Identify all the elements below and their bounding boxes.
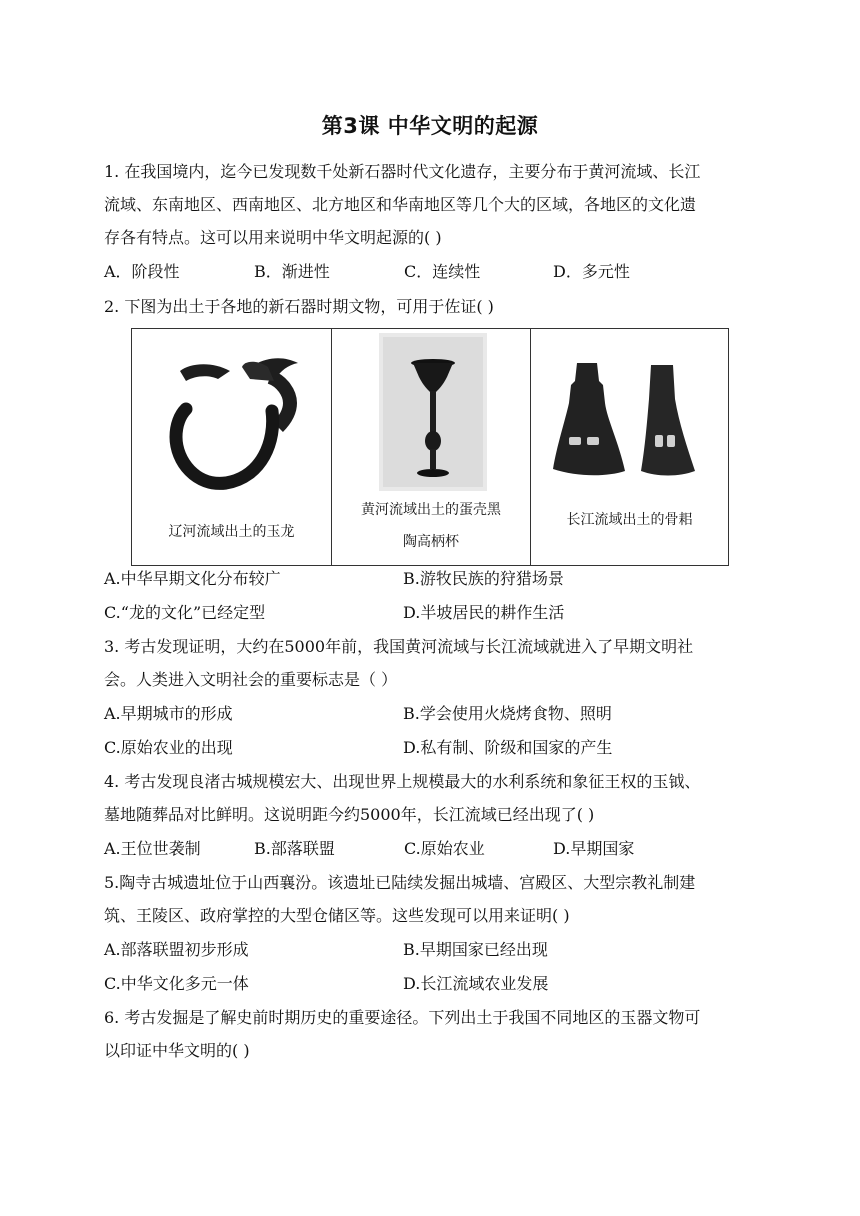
q3-stem-line-2: 会。人类进入文明社会的重要标志是（ ） bbox=[104, 670, 398, 689]
bone-spade-icon bbox=[547, 359, 707, 489]
artifact-image-table bbox=[131, 328, 729, 566]
q2-options-row-1 bbox=[104, 568, 764, 590]
q3-option-c[interactable]: C.原始农业的出现 bbox=[104, 738, 233, 757]
caption-bone-spade: 长江流域出土的骨耜 bbox=[566, 512, 693, 528]
q6-stem-line-1: 6. 考古发掘是了解史前时期历史的重要途径。下列出土于我国不同地区的玉器文物可 bbox=[104, 1008, 701, 1027]
q4-stem-line-1: 4. 考古发现良渚古城规模宏大、出现世界上规模最大的水利系统和象征王权的玉钺、 bbox=[104, 772, 701, 791]
q2-option-b[interactable]: B.游牧民族的狩猎场景 bbox=[403, 569, 564, 588]
q4-option-a[interactable]: A.王位世袭制 bbox=[104, 839, 201, 858]
q5-options-row-1 bbox=[104, 939, 764, 961]
q1-stem-line-2: 流域、东南地区、西南地区、北方地区和华南地区等几个大的区域，各地区的文化遗 bbox=[104, 195, 697, 214]
q2-stem: 2. 下图为出土于各地的新石器时期文物，可用于佐证( ) bbox=[104, 297, 494, 316]
q3-options-row-2 bbox=[104, 737, 764, 759]
q1-option-c[interactable]: C．连续性 bbox=[404, 262, 481, 281]
q5-option-a[interactable]: A.部落联盟初步形成 bbox=[104, 940, 249, 959]
q2-option-c[interactable]: C.“龙的文化”已经定型 bbox=[104, 603, 266, 622]
q4-stem-line-2: 墓地随葬品对比鲜明。这说明距今约5000年，长江流域已经出现了( ) bbox=[104, 805, 595, 824]
q3-option-d[interactable]: D.私有制、阶级和国家的产生 bbox=[403, 738, 613, 757]
q5-stem-line-2: 筑、王陵区、政府掌控的大型仓储区等。这些发现可以用来证明( ) bbox=[104, 906, 570, 925]
artifact-cell-bone-spade bbox=[530, 329, 728, 565]
caption-pottery-cup-line-1: 黄河流域出土的蛋壳黑 bbox=[361, 502, 501, 518]
q5-option-c[interactable]: C.中华文化多元一体 bbox=[104, 974, 249, 993]
q5-option-d[interactable]: D.长江流域农业发展 bbox=[403, 974, 549, 993]
q2-option-a[interactable]: A.中华早期文化分布较广 bbox=[104, 569, 281, 588]
jade-dragon-icon bbox=[152, 341, 312, 501]
artifact-cell-pottery-cup bbox=[331, 329, 530, 565]
q4-options bbox=[104, 838, 764, 860]
q3-stem-line-1: 3. 考古发现证明，大约在5000年前，我国黄河流域与长江流域就进入了早期文明社 bbox=[104, 637, 694, 656]
q1-options bbox=[104, 261, 764, 283]
q4-option-d[interactable]: D.早期国家 bbox=[553, 839, 635, 858]
q1-stem-line-1: 1. 在我国境内，迄今已发现数千处新石器时代文化遗存，主要分布于黄河流域、长江 bbox=[104, 162, 701, 181]
q2-options-row-2 bbox=[104, 602, 764, 624]
q3-option-a[interactable]: A.早期城市的形成 bbox=[104, 704, 233, 723]
eggshell-black-pottery-cup-icon bbox=[379, 333, 487, 491]
q2-option-d[interactable]: D.半坡居民的耕作生活 bbox=[403, 603, 565, 622]
q1-stem-line-3: 存各有特点。这可以用来说明中华文明起源的( ) bbox=[104, 228, 442, 247]
q3-options-row-1 bbox=[104, 703, 764, 725]
caption-jade-dragon: 辽河流域出土的玉龙 bbox=[168, 524, 295, 540]
q3-option-b[interactable]: B.学会使用火烧烤食物、照明 bbox=[403, 704, 612, 723]
q6-stem-line-2: 以印证中华文明的( ) bbox=[104, 1041, 250, 1060]
caption-pottery-cup-line-2: 陶高柄杯 bbox=[403, 534, 459, 550]
q5-options-row-2 bbox=[104, 973, 764, 995]
artifact-cell-jade-dragon bbox=[132, 329, 331, 565]
page-title: 第3课 中华文明的起源 bbox=[321, 114, 539, 138]
q5-option-b[interactable]: B.早期国家已经出现 bbox=[403, 940, 548, 959]
q4-option-c[interactable]: C.原始农业 bbox=[404, 839, 485, 858]
q4-option-b[interactable]: B.部落联盟 bbox=[254, 839, 335, 858]
q1-option-b[interactable]: B．渐进性 bbox=[254, 262, 330, 281]
q1-option-d[interactable]: D．多元性 bbox=[553, 262, 630, 281]
q1-option-a[interactable]: A．阶段性 bbox=[104, 262, 180, 281]
q5-stem-line-1: 5.陶寺古城遗址位于山西襄汾。该遗址已陆续发掘出城墙、宫殿区、大型宗教礼制建 bbox=[104, 873, 696, 892]
